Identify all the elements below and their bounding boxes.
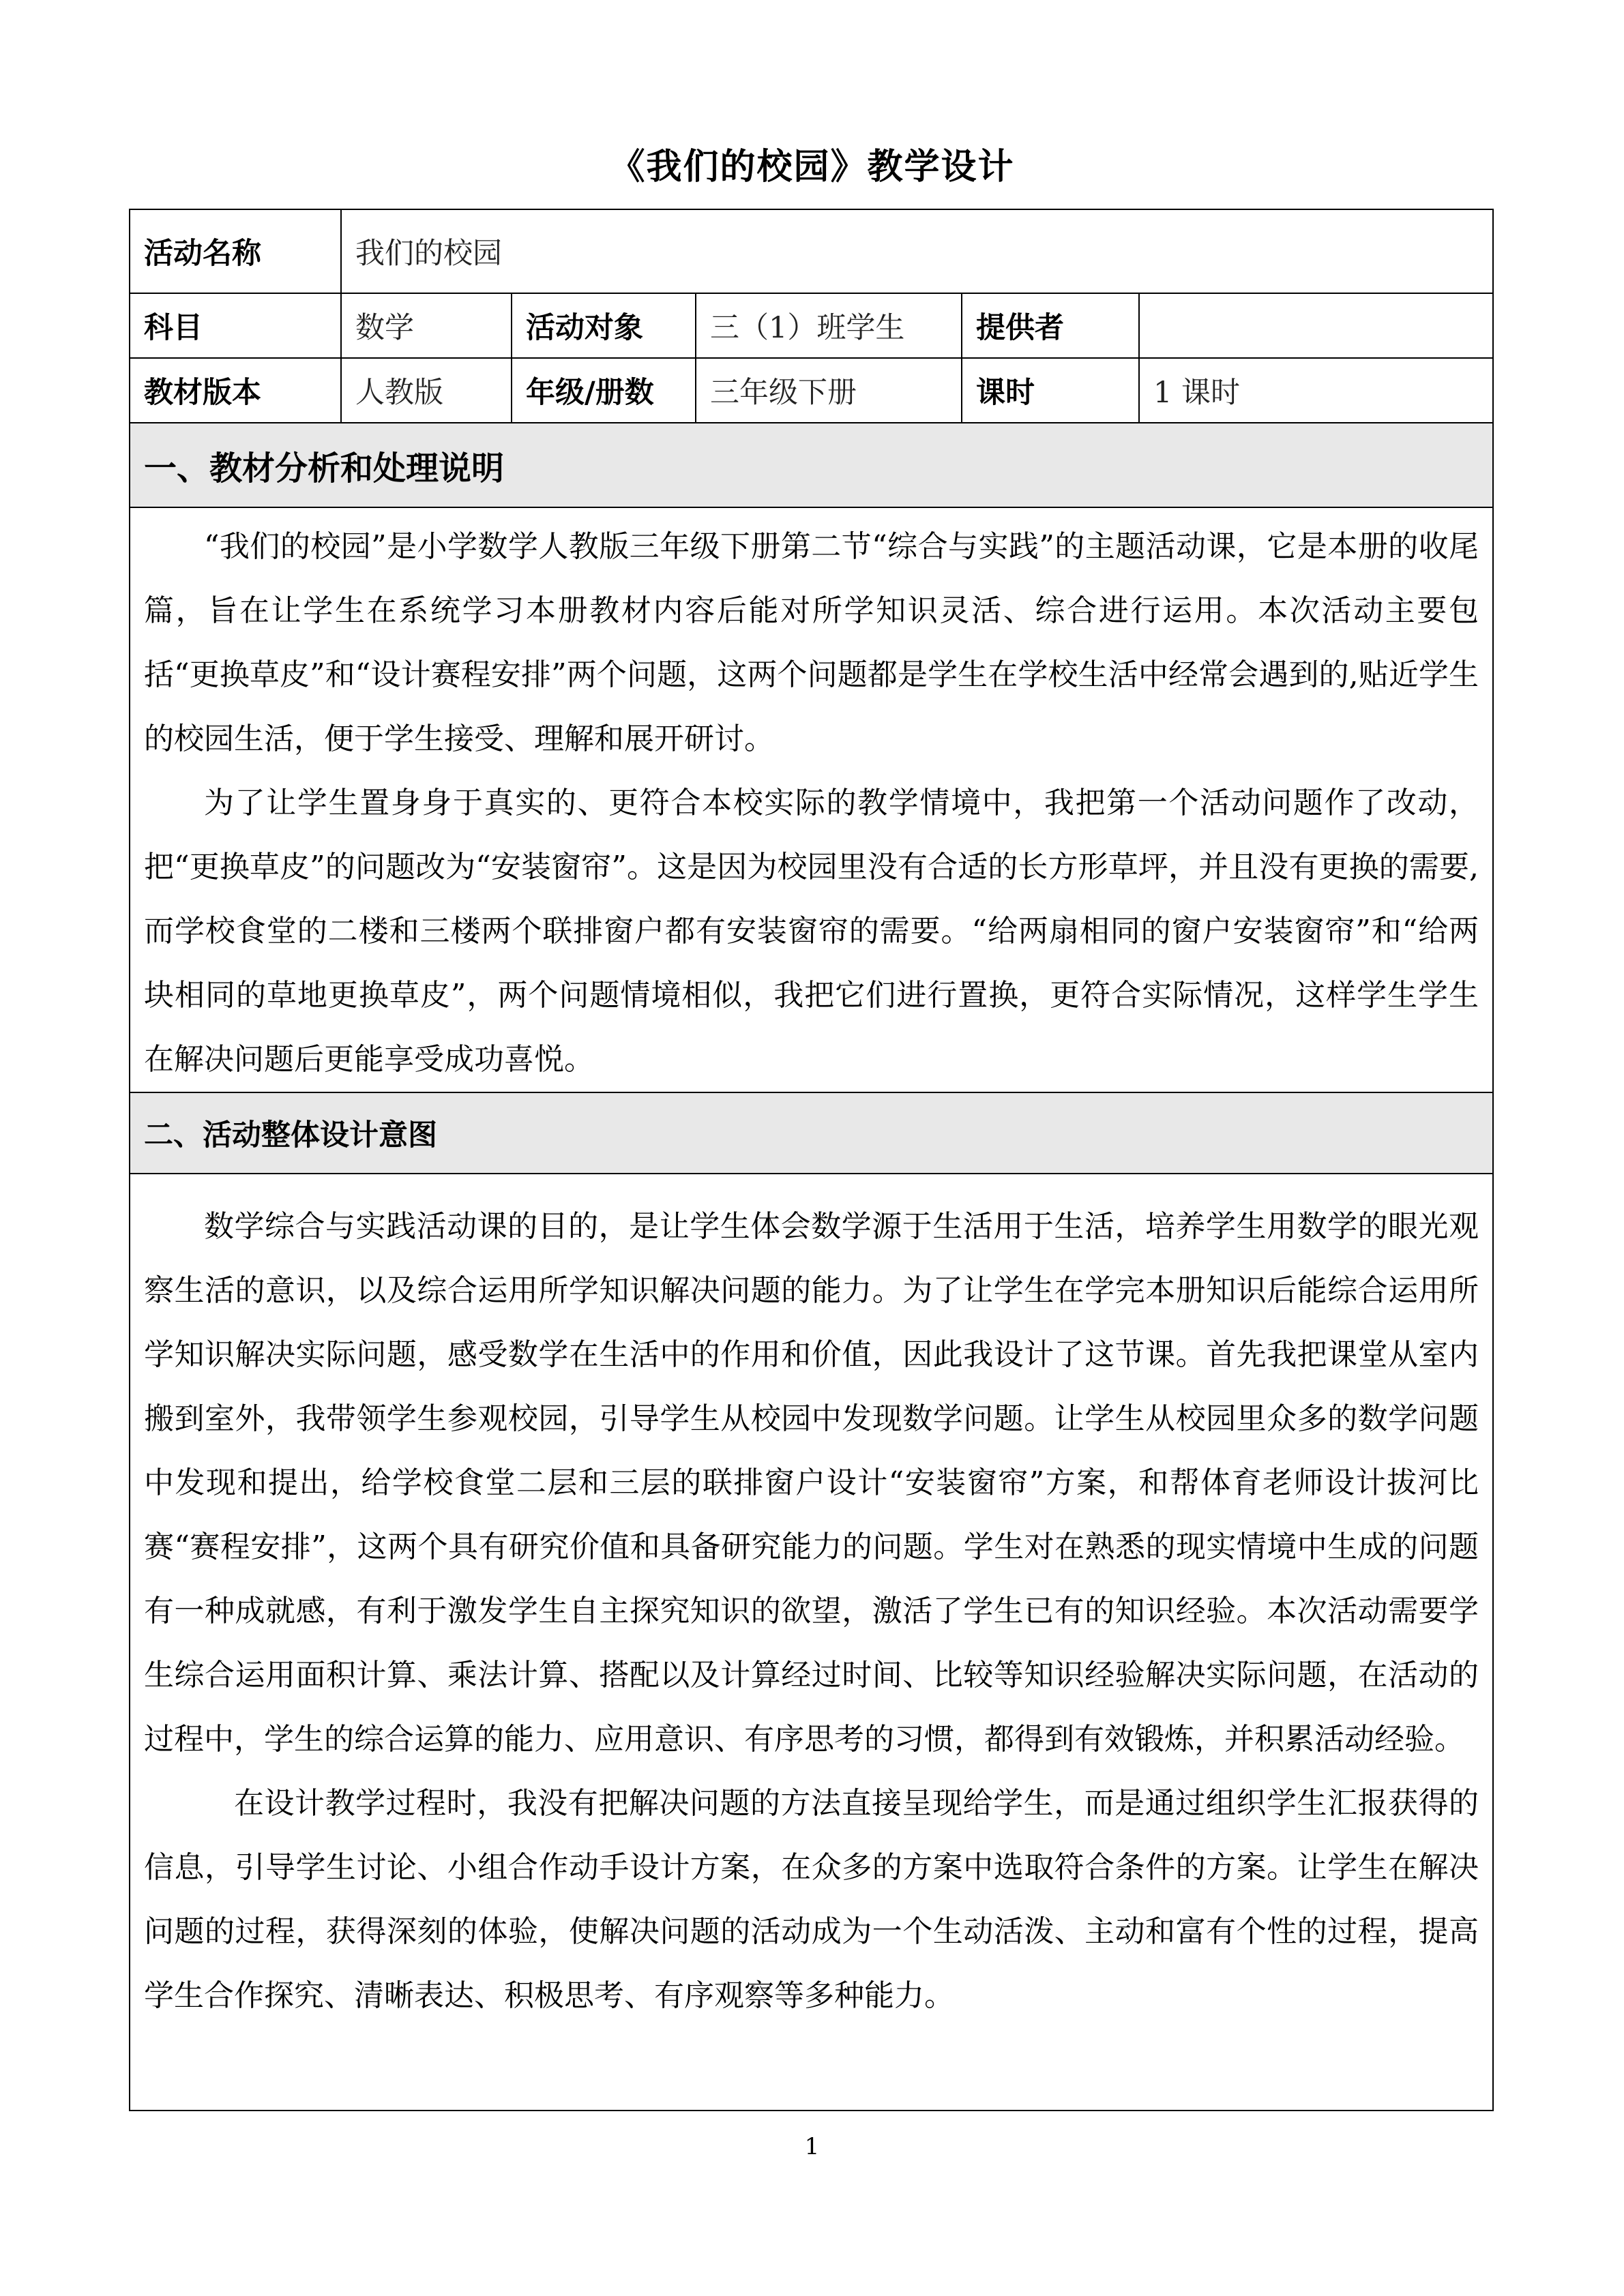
activity-name-label: 活动名称 xyxy=(130,209,341,293)
grade-value: 三年级下册 xyxy=(696,358,962,423)
info-row-subject xyxy=(130,293,1493,358)
section2-paragraph: 在设计教学过程时，我没有把解决问题的方法直接呈现给学生，而是通过组织学生汇报获得的信息，引导学生讨论、小组合作动手设计方案，在众多的方案中选取符合条件的方案。让学生在解决问题的过程，获得深刻的体验，使解决问题的活动成为一个生动活泼、主动和富有个性的过程，提高学生合作探究、清晰表达、积极思考、有序观察等多种能力。 xyxy=(144,1786,1479,2013)
info-row-activity-name xyxy=(130,209,1493,293)
edition-label: 教材版本 xyxy=(130,358,341,423)
subject-value: 数学 xyxy=(341,293,512,358)
section2-body xyxy=(130,1174,1493,2111)
lesson-design-table xyxy=(129,209,1494,2111)
edition-value: 人教版 xyxy=(341,358,512,423)
provider-value xyxy=(1139,293,1493,358)
document-title: 《我们的校园》教学设计 xyxy=(609,147,1015,188)
section2-heading: 二、活动整体设计意图 xyxy=(130,1092,1493,1174)
section2-paragraph: 数学综合与实践活动课的目的，是让学生体会数学源于生活用于生活，培养学生用数学的眼光观察生活的意识，以及综合运用所学知识解决问题的能力。为了让学生在学完本册知识后能综合运用所学知识解决实际问题，感受数学在生活中的作用和价值，因此我设计了这节课。首先我把课堂从室内搬到室外，我带领学生参观校园，引导学生从校园中发现数学问题。让学生从校园里众多的数学问题中发现和提出，给学校食堂二层和三层的联排窗户设计“安装窗帘”方案，和帮体育老师设计拔河比赛“赛程安排”，这两个具有研究价值和具备研究能力的问题。学生对在熟悉的现实情境中生成的问题有一种成就感，有利于激发学生自主探究知识的欲望，激活了学生已有的知识经验。本次活动需要学生综合运用面积计算、乘法计算、搭配以及计算经过时间、比较等知识经验解决实际问题，在活动的过程中，学生的综合运算的能力、应用意识、有序思考的习惯，都得到有效锻炼，并积累活动经验。 xyxy=(144,1209,1479,1757)
section1-paragraph: “我们的校园”是小学数学人教版三年级下册第二节“综合与实践”的主题活动课，它是本册的收尾篇，旨在让学生在系统学习本册教材内容后能对所学知识灵活、综合进行运用。本次活动主要包括“更换草皮”和“设计赛程安排”两个问题，这两个问题都是学生在学校生活中经常会遇到的,贴近学生的校园生活，便于学生接受、理解和展开研讨。 xyxy=(144,529,1479,756)
period-value: 1 课时 xyxy=(1139,358,1493,423)
page-number: 1 xyxy=(804,2133,820,2160)
section2-body-row xyxy=(130,1174,1493,2111)
subject-label: 科目 xyxy=(130,293,341,358)
section1-body xyxy=(130,507,1493,1092)
target-value: 三（1）班学生 xyxy=(696,293,962,358)
target-label: 活动对象 xyxy=(512,293,696,358)
section1-body-row xyxy=(130,507,1493,1092)
grade-label: 年级/册数 xyxy=(512,358,696,423)
provider-label: 提供者 xyxy=(962,293,1139,358)
section1-heading: 一、教材分析和处理说明 xyxy=(130,423,1493,507)
period-label: 课时 xyxy=(962,358,1139,423)
section1-paragraph: 为了让学生置身身于真实的、更符合本校实际的教学情境中，我把第一个活动问题作了改动，把“更换草皮”的问题改为“安装窗帘”。这是因为校园里没有合适的长方形草坪，并且没有更换的需要,而学校食堂的二楼和三楼两个联排窗户都有安装窗帘的需要。“给两扇相同的窗户安装窗帘”和“给两块相同的草地更换草皮”，两个问题情境相似，我把它们进行置换，更符合实际情况，这样学生学生在解决问题后更能享受成功喜悦。 xyxy=(144,786,1479,1077)
activity-name-value: 我们的校园 xyxy=(341,209,1493,293)
section2-heading-row xyxy=(130,1092,1493,1174)
info-row-edition xyxy=(130,358,1493,423)
section1-heading-row xyxy=(130,423,1493,507)
